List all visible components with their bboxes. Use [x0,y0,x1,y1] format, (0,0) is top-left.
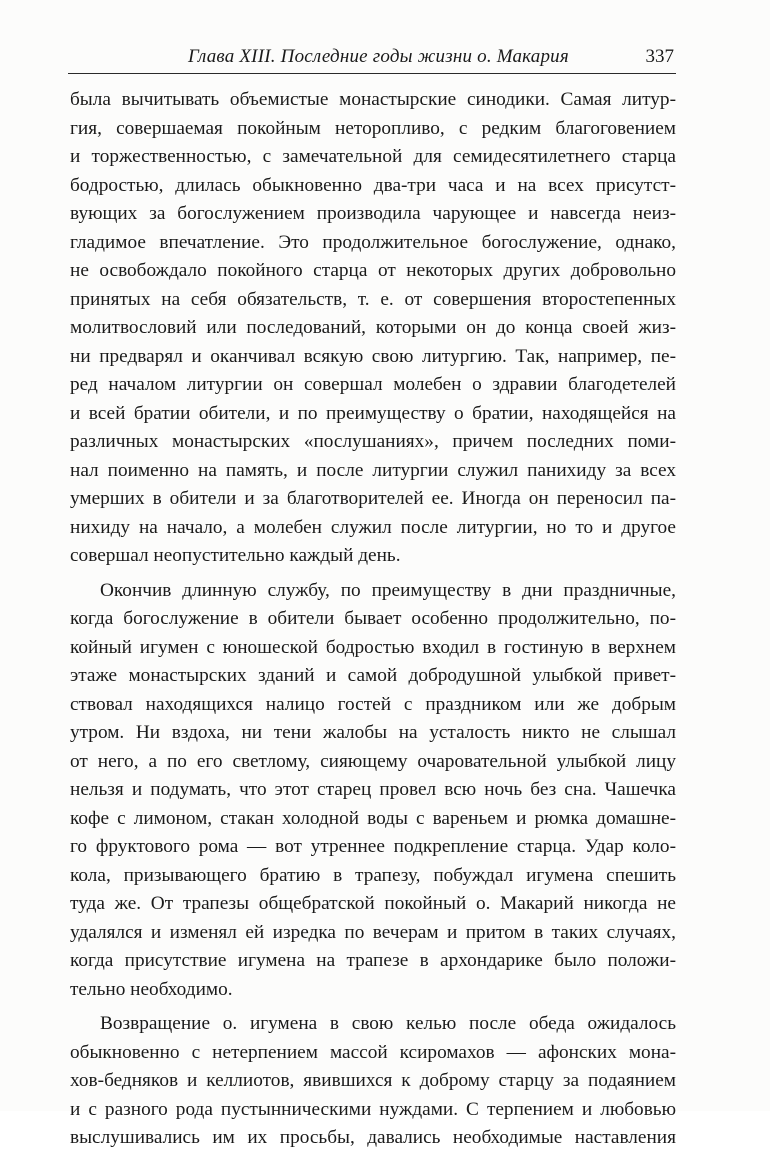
page-number: 337 [645,46,674,67]
text-line: этаже монастырских зданий и самой добродушной улыбкой привет- [70,665,676,686]
text-line: не освобождало покойного старца от некоторых других добровольно [70,260,676,281]
text-line: койный игумен с юношеской бодростью входил в гостиную в верхнем [70,636,676,658]
text-line: принятых на себя обязательств, т. е. от совершения второстепенных [70,288,676,310]
running-title: Глава XIII. Последние годы жизни о. Макария [188,46,569,67]
text-line: когда богослужение в обители бывает особенно продолжительно, по- [70,608,676,629]
text-line: и с разного рода пустынническими нуждами. С терпением и любовью [70,1098,676,1120]
text-line: различных монастырских «послушаниях», причем последних поми- [70,431,676,452]
text-line: нельзя и подумать, что этот старец провел всю ночь без сна. Чашечка [70,779,676,800]
text-line: нихиду на начало, а молебен служил после литургии, но то и другое [70,516,676,538]
text-line: ред началом литургии он совершал молебен о здравии благодетелей [70,374,676,395]
text-line: нал поименно на память, и после литургии служил панихиду за всех [70,459,676,481]
paragraph [70,86,676,571]
text-line: кофе с лимоном, стакан холодной воды с вареньем и рюмка домашне- [70,807,676,829]
text-line: выслушивались им их просьбы, давались необходимые наставления [70,1127,676,1148]
text-line: обыкновенно с нетерпением массой ксиромахов — афонских мона- [70,1041,676,1063]
text-line: утром. Ни вздоха, ни тени жалобы на усталость никто не слышал [70,722,676,743]
text-line: тельно необходимо. [70,978,233,1000]
text-line: Возвращение о. игумена в свою келью после обеда ожидалось [100,1013,676,1034]
text-line: хов-бедняков и келлиотов, явившихся к доброму старцу за подаянием [70,1070,676,1091]
body-text [70,86,676,1153]
text-line: кола, призывающего братию в трапезу, побуждал игумена спешить [70,864,676,886]
header-rule [68,73,676,74]
text-line: была вычитывать объемистые монастырские синодики. Самая литур- [70,89,676,110]
text-line: когда присутствие игумена на трапезе в архондарике было положи- [70,950,676,971]
text-line: гладимое впечатление. Это продолжительное богослужение, однако, [70,231,676,253]
text-line: удалялся и изменял ей изредка по вечерам и притом в таких случаях, [70,921,676,943]
text-line: умерших в обители и за благотворителей ее. Иногда он переносил па- [70,488,676,509]
text-line: ни предварял и оканчивал всякую свою литургию. Так, например, пе- [70,345,676,367]
text-line: бодростью, длилась обыкновенно два-три часа и на всех присутст- [70,174,676,196]
text-line: и торжественностью, с замечательной для семидесятилетнего старца [70,146,676,167]
text-line: молитвословий или последований, которыми он до конца своей жиз- [70,317,676,338]
text-line: туда же. От трапезы общебратской покойный о. Макарий никогда не [70,893,676,914]
text-line: совершал неопустительно каждый день. [70,545,401,566]
text-line: от него, а по его светлому, сияющему очаровательной улыбкой лицу [70,750,676,772]
paragraph [70,577,676,1005]
text-line: Окончив длинную службу, по преимуществу в дни праздничные, [100,579,676,601]
text-line: гия, совершаемая покойным неторопливо, с редким благоговением [70,117,676,139]
running-header [68,44,680,72]
text-line: ствовал находящихся налицо гостей с праздником или же добрым [70,693,676,715]
text-line: вующих за богослужением производила чарующее и навсегда неиз- [70,203,676,224]
paragraph [70,1010,676,1153]
text-line: и всей братии обители, и по преимуществу о братии, находящейся на [70,402,676,424]
text-line: го фруктового рома — вот утреннее подкрепление старца. Удар коло- [70,836,676,857]
